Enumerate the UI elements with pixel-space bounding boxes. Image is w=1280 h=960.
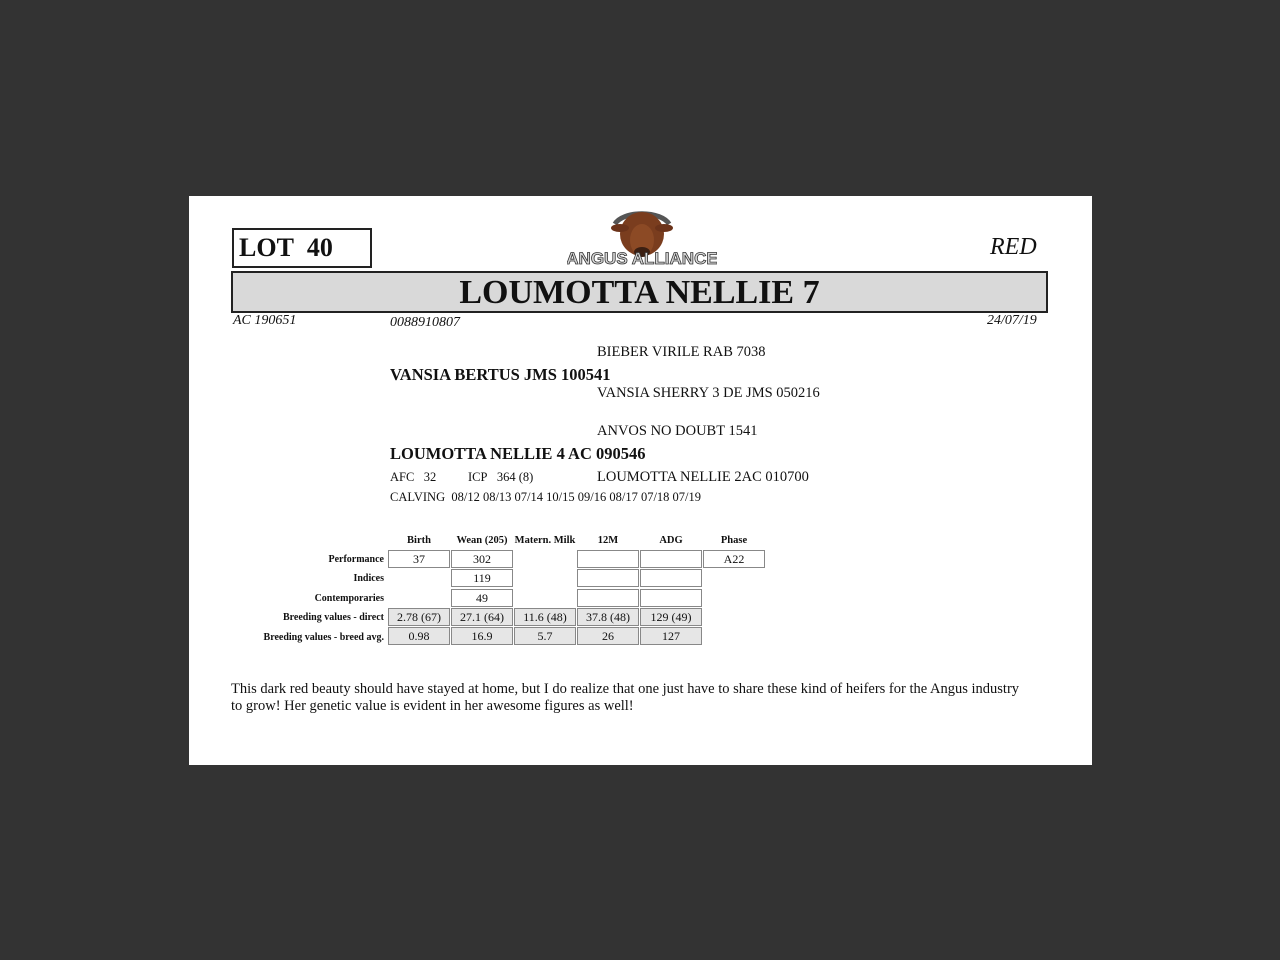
lot-card [189,196,1092,765]
sire-sire: BIEBER VIRILE RAB 7038 [597,344,766,360]
perf-adg-cell [640,550,702,568]
row-label-performance: Performance [328,554,384,565]
calving-stat [390,490,701,505]
lot-number-box [232,228,372,268]
indices-wean-cell: 119 [451,569,513,587]
lot-number: 40 [306,233,333,262]
bv-direct-wean-cell: 27.1 (64) [451,608,513,626]
tag-number: 0088910807 [390,315,460,330]
lot-label: LOT [239,233,294,262]
lot-comment: This dark red beauty should have stayed at home, but I do realize that one just have to share these kind of heifers for the Angus industry to grow! Her genetic value is evident in her awesome figures as well! [231,681,1020,714]
col-header-adg: ADG [659,535,683,546]
dam-sire: ANVOS NO DOUBT 1541 [597,423,758,439]
indices-12m-cell [577,569,639,587]
bv-direct-12m-cell: 37.8 (48) [577,608,639,626]
col-header-phase: Phase [720,535,748,546]
bv-direct-milk-cell: 11.6 (48) [514,608,576,626]
afc-stat [390,470,436,485]
row-label-contemporaries: Contemporaries [314,593,384,604]
bv-avg-birth-cell: 0.98 [388,627,450,645]
perf-birth-cell: 37 [388,550,450,568]
coat-color: RED [990,234,1037,260]
calving-label: CALVING [390,490,446,504]
perf-wean-cell: 302 [451,550,513,568]
contemp-adg-cell [640,589,702,607]
svg-text:ANGUS ALLIANCE: ANGUS ALLIANCE [567,249,717,268]
bv-avg-adg-cell: 127 [640,627,702,645]
sire-dam: VANSIA SHERRY 3 DE JMS 050216 [597,385,820,401]
registration-id: AC 190651 [233,313,297,328]
col-header-12m: 12M [597,535,619,546]
col-header-birth: Birth [407,535,431,546]
dam-dam: LOUMOTTA NELLIE 2AC 010700 [597,469,809,485]
bv-direct-birth-cell: 2.78 (67) [388,608,450,626]
row-label-bv-breed-avg: Breeding values - breed avg. [263,632,384,643]
calving-dates: 08/12 08/13 07/14 10/15 09/16 08/17 07/18 07/19 [451,490,702,504]
icp-value: 364 (8) [496,470,534,484]
dam: LOUMOTTA NELLIE 4 AC 090546 [390,444,646,463]
col-header-wean: Wean (205) [456,535,508,546]
report-date: 24/07/19 [987,313,1037,328]
bv-avg-12m-cell: 26 [577,627,639,645]
bv-avg-milk-cell: 5.7 [514,627,576,645]
indices-adg-cell [640,569,702,587]
icp-label: ICP [468,470,488,484]
animal-name: LOUMOTTA NELLIE 7 [231,271,1048,313]
angus-alliance-logo [567,204,717,268]
col-header-matern-milk: Matern. Milk [514,535,576,546]
perf-12m-cell [577,550,639,568]
row-label-bv-direct: Breeding values - direct [282,612,384,623]
contemp-12m-cell [577,589,639,607]
bv-avg-wean-cell: 16.9 [451,627,513,645]
bv-direct-adg-cell: 129 (49) [640,608,702,626]
contemp-wean-cell: 49 [451,589,513,607]
icp-stat [468,470,533,485]
sire: VANSIA BERTUS JMS 100541 [390,365,611,384]
row-label-indices: Indices [353,573,384,584]
perf-phase-cell: A22 [703,550,765,568]
afc-label: AFC [390,470,415,484]
afc-value: 32 [423,470,437,484]
